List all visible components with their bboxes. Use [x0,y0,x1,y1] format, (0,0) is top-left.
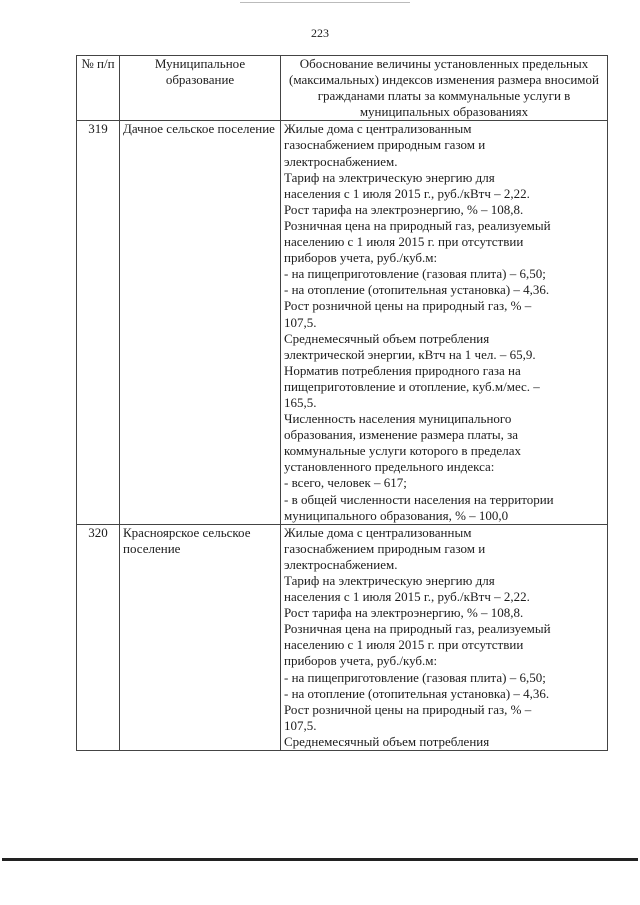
scan-artifact-top [240,2,410,3]
justification-line: населению с 1 июля 2015 г. при отсутствии [284,234,524,250]
page-bottom-rule [2,858,638,861]
justification-line: населения с 1 июля 2015 г., руб./кВтч – 2,22. [284,589,530,605]
page-number: 223 [311,26,329,40]
justification-line: - на отопление (отопительная установка) – 4,36. [284,282,550,298]
justification-line: Розничная цена на природный газ, реализуемый [284,621,551,637]
row-number: 319 [77,121,120,524]
justification-line: Норматив потребления природного газа на [284,362,521,378]
justification-line: - на отопление (отопительная установка) – 4,36. [284,685,550,701]
justification-line: пищеприготовление и отопление, куб.м/мес. – [284,378,540,394]
justification-line: образования, изменение размера платы, за [284,427,519,443]
justification-line: - на пищеприготовление (газовая плита) – 6,50; [284,669,546,685]
justification-line: электроснабжением. [284,556,398,572]
justification-line: Численность населения муниципального [284,411,512,427]
header-justification: Обоснование величины установленных предельных (максимальных) индексов изменения размера вносимой гражданами платы за коммунальные услуги в муниципальных образованиях [281,56,608,121]
justification-line: 107,5. [284,717,317,733]
table-body [77,121,608,751]
justification-line: электрической энергии, кВтч на 1 чел. – 65,9. [284,346,536,362]
justification-line: Среднемесячный объем потребления [284,330,490,346]
row-justification [281,121,608,524]
justification-line: Жилые дома с централизованным [284,121,472,137]
justification-line: газоснабжением природным газом и [284,540,486,556]
justification-line: - в общей численности населения на территории [284,491,554,507]
header-number: № п/п [77,56,120,121]
justification-line: Тариф на электрическую энергию для [284,573,495,588]
row-municipality: Красноярское сельское поселение [120,524,281,750]
justification-line: 165,5. [284,394,317,410]
justification-line: Розничная цена на природный газ, реализуемый [284,217,551,233]
table-row [77,121,608,524]
justification-line: - на пищеприготовление (газовая плита) – 6,50; [284,266,546,282]
justification-line: - всего, человек – 617; [284,475,407,491]
justification-line: газоснабжением природным газом и [284,137,486,153]
justification-line: коммунальные услуги которого в пределах [284,443,521,459]
justification-line: 107,5. [284,314,317,330]
justification-line: Рост розничной цены на природный газ, % – [284,298,532,314]
justification-line: Тариф на электрическую энергию для [284,169,495,185]
header-municipality: Муниципальное образование [120,56,281,121]
table-row [77,524,608,750]
justification-line: населения с 1 июля 2015 г., руб./кВтч – 2,22. [284,185,530,201]
justification-line: муниципального образования, % – 100,0 [284,507,509,523]
row-number: 320 [77,524,120,750]
justification-line: электроснабжением. [284,153,398,169]
justification-line: Жилые дома с централизованным [284,524,472,540]
justification-line: Рост тарифа на электроэнергию, % – 108,8. [284,201,524,217]
table-header-row [77,56,608,121]
justification-line: Рост тарифа на электроэнергию, % – 108,8. [284,605,524,621]
justification-line: приборов учета, руб./куб.м: [284,653,438,669]
justification-line: населению с 1 июля 2015 г. при отсутствии [284,637,524,653]
justification-line: приборов учета, руб./куб.м: [284,250,438,266]
justification-line: Среднемесячный объем потребления [284,733,490,749]
justification-line: установленного предельного индекса: [284,459,495,475]
row-justification [281,524,608,750]
justification-line: Рост розничной цены на природный газ, % – [284,701,532,717]
row-municipality: Дачное сельское поселение [120,121,281,524]
justification-table [76,55,608,751]
